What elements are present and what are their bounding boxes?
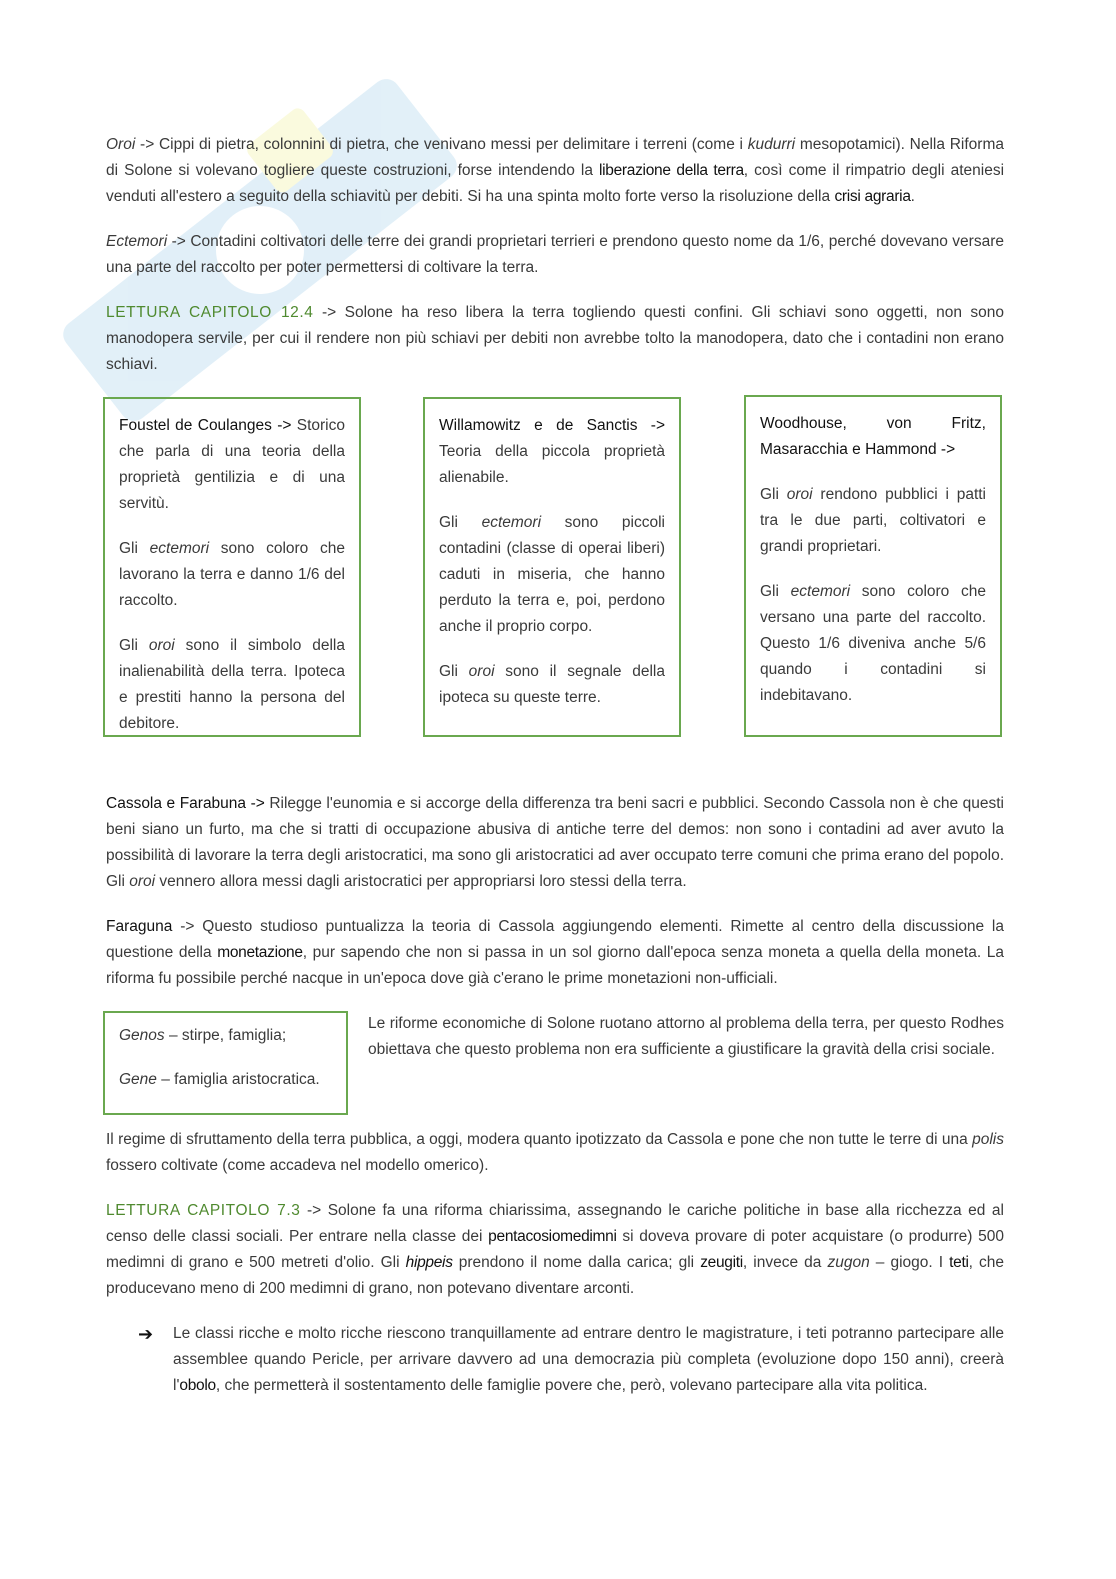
box-woodhouse: Woodhouse, von Fritz, Masaracchia e Hammond -> Gli oroi rendono pubblici i patti tra le due parti, coltivatori e grandi proprietari. Gli ectemori sono coloro che versano una parte del raccolto. Questo 1/6 diveniva anche 5/6 quando i contadini si indebitavano. bbox=[744, 395, 1002, 737]
paragraph-lettura-12-4: LETTURA CAPITOLO 12.4 -> Solone ha reso libera la terra togliendo questi confini. Gli schiavi sono oggetti, non sono manodopera servile, per cui il rendere non più schiavi per debiti non avrebbe tolto la manodopera, dato che i contadini non erano schiavi. bbox=[106, 304, 1004, 373]
box-willamowitz: Willamowitz e de Sanctis -> Teoria della piccola proprietà alienabile. Gli ectemori sono piccoli contadini (classe di operai liberi) caduti in miseria, che hanno perduto la terra e, poi, perdono anche il proprio corpo. Gli oroi sono il segnale della ipoteca su queste terre. bbox=[423, 397, 681, 737]
bullet-classi: ➔ Le classi ricche e molto ricche riescono tranquillamente ad entrare dentro le magistrature, i teti potranno partecipare alle assemblee quando Pericle, per arrivare davvero ad una democrazia più completa (evoluzione dopo 150 anni), creerà l'obolo, che permetterà il sostentamento delle famiglie povere che, però, volevano partecipare alla vita politica. bbox=[106, 1321, 1004, 1399]
box-foustel: Foustel de Coulanges -> Storico che parla di una teoria della proprietà gentilizia e di una servitù. Gli ectemori sono coloro che lavorano la terra e danno 1/6 del raccolto. Gli oroi sono il simbolo della inalienabilità della terra. Ipoteca e prestiti hanno la persona del debitore. bbox=[103, 397, 361, 737]
paragraph-oroi: Oroi -> Cippi di pietra, colonnini di pietra, che venivano messi per delimitare i terreni (come i kudurri mesopotamici). Nella Riforma di Solone si volevano togliere queste costruzioni, forse intendendo la liberazione della terra, così come il rimpatrio degli ateniesi venduti all'estero a seguito della schiavitù per debiti. Si ha una spinta molto forte verso la risoluzione della crisi agraria. bbox=[106, 136, 1005, 205]
paragraph-ectemori: Ectemori -> Contadini coltivatori delle terre dei grandi proprietari terrieri e prendono questo nome da 1/6, perché dovevano versare una parte del raccolto per poter permettersi di coltivare la terra. bbox=[106, 233, 1004, 276]
paragraph-lettura-7-3: LETTURA CAPITOLO 7.3 -> Solone fa una riforma chiarissima, assegnando le cariche politiche in base alla ricchezza ed al censo delle classi sociali. Per entrare nella classe dei pentacosiomedimni si doveva provare di poter acquistare (o produrre) 500 medimni di grano e 500 metreti d'olio. Gli hippeis prendono il nome dalla carica; gli zeugiti, invece da zugon – giogo. I teti, che producevano meno di 200 medimni di grano, non potevano diventare arconti. bbox=[106, 1202, 1005, 1297]
paragraph-cassola: Cassola e Farabuna -> Rilegge l'eunomia e si accorge della differenza tra beni sacri e pubblici. Secondo Cassola non è che questi beni siano un furto, ma che si tratti di occupazione abusiva di antiche terre del demos: non sono i contadini ad aver avuto la possibilità di lavorare la terra degli aristocratici, ma sono gli aristocratici ad aver occupato terre comuni che prima erano del popolo. Gli oroi vennero allora messi dagli aristocratici per appropriarsi loro stessi della terra. bbox=[106, 795, 1004, 890]
arrow-right-icon: ➔ bbox=[138, 1324, 154, 1344]
section-heading: LETTURA CAPITOLO 12.4 bbox=[106, 304, 314, 321]
paragraph-regime: Il regime di sfruttamento della terra pubblica, a oggi, modera quanto ipotizzato da Cassola e pone che non tutte le terre di una polis fossero coltivate (come accadeva nel modello omerico). bbox=[106, 1131, 1004, 1174]
genos-box: Genos – stirpe, famiglia; Gene – famiglia aristocratica. bbox=[103, 1011, 348, 1115]
genos-section bbox=[106, 1011, 1004, 1115]
paragraph-riforme: Le riforme economiche di Solone ruotano attorno al problema della terra, per questo Rodhes obiettava che questo problema non era sufficiente a giustificare la gravità della crisi sociale. bbox=[368, 1015, 1004, 1058]
paragraph-faraguna: Faraguna -> Questo studioso puntualizza la teoria di Cassola aggiungendo elementi. Rimette al centro della discussione la questione della monetazione, pur sapendo che non si passa in un sol giorno dall'epoca senza moneta a quella della moneta. La riforma fu possibile perché nacque in un'epoca dove già c'erano le prime monetazioni non-ufficiali. bbox=[106, 918, 1004, 987]
section-heading: LETTURA CAPITOLO 7.3 bbox=[106, 1202, 301, 1219]
theories-boxes bbox=[106, 395, 1004, 765]
document-body bbox=[106, 132, 1004, 1418]
